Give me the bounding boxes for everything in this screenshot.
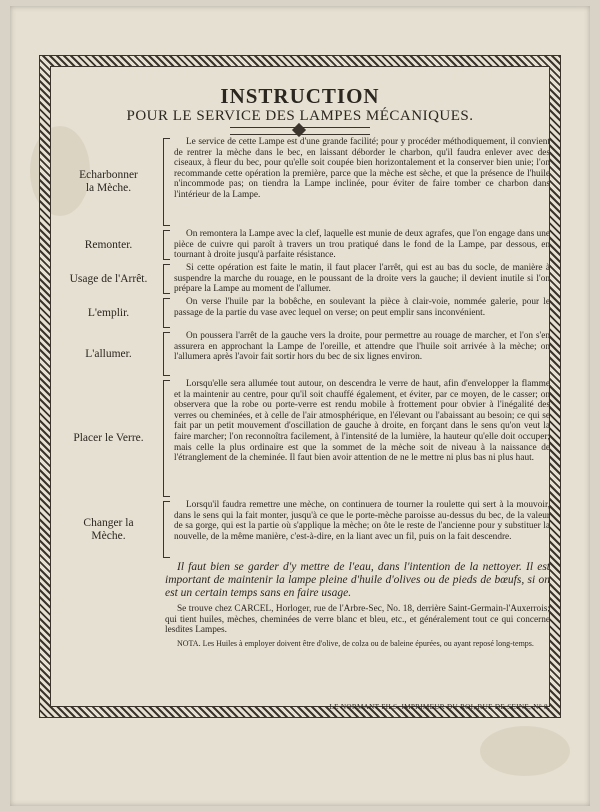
document-title: INSTRUCTION [220, 84, 380, 108]
section-text: On verse l'huile par la bobêche, en soulevant la pièce à clair-voie, nommée galerie, pour le passage de la partie du vase avec lequel on verse; on peut emplir sans inconvénient. [174, 297, 550, 318]
section-label: L'emplir. [87, 306, 130, 319]
paper-stain [480, 726, 570, 776]
section-label: Echarbonner la Mèche. [79, 169, 138, 194]
section-allumer [60, 330, 550, 378]
section-bracket [163, 332, 170, 376]
section-verre [60, 378, 550, 499]
section-label: Placer le Verre. [73, 432, 144, 444]
retailer-note: Se trouve chez CARCEL, Horloger, rue de l'Arbre-Sec, No. 18, derrière Saint-Germain-l'Auxerrois; qui tient huiles, mèches, cheminées de verre blanc et bleu, etc., et généralement tout ce qui concerne lesdites Lampes. [165, 604, 550, 636]
ornamental-separator [230, 127, 370, 135]
section-echarbonner [60, 136, 550, 228]
section-remonter [60, 228, 550, 262]
section-label: Usage de l'Arrêt. [69, 272, 148, 285]
section-text: On remontera la Lampe avec la clef, laquelle est munie de deux agrafes, que l'on engage dans une pièce de cuivre qui paroît à travers un trou pratiqué dans le fond de la Lampe, par dessous, en tournant à droite jusqu'à parfaite résistance. [174, 229, 550, 261]
warning-note: Il faut bien se garder d'y mettre de l'eau, dans l'intention de la nettoyer. Il est important de maintenir la lampe pleine d'huile d'olives ou de pieds de bœufs, si on est un certain temps sans en faire usage. [165, 561, 550, 599]
section-label: Remonter. [84, 238, 133, 251]
footer-notes [165, 561, 550, 648]
section-bracket [163, 298, 170, 328]
instruction-sections [60, 136, 550, 560]
oil-note: NOTA. Les Huiles à employer doivent être d'olive, de colza ou de baleine épurées, ou ayant reposé long-temps. [177, 638, 534, 648]
section-bracket [163, 501, 170, 558]
section-text: Si cette opération est faite le matin, il faut placer l'arrêt, qui est au bas du socle, de manière à suspendre la marche du rouage, en le poussant de la droite vers la gauche; il devient inutile si l'on prépare la Lampe au moment de l'allumer. [174, 263, 550, 295]
section-text: Lorsqu'elle sera allumée tout autour, on descendra le verre de haut, afin d'envelopper la flamme et la maintenir au centre, pour qu'il soit chauffé également, et éviter, par ce moyen, de le casser; on observera que la robe ou porte-verre est rendu mobile à frottement pour obvier à l'inégalité des verres ou cheminées, et à celle de l'air atmosphérique, en l'élevant ou l'abaissant au besoin; ce qui se fait par un petit mouvement d'oscillation de gauche à droite, en forçant dans le sens qu'on veut la faire marcher; l'on reconnoîtra facilement, à l'intensité de la lumière, la hauteur qu'elle doit occuper; mais celle la plus ordinaire est que la sommet de la mèche soit de niveau à la naissance de l'étranglement de la cheminée. Il faut bien avoir attention de ne le mettre ni plus bas ni plus haut. [174, 379, 550, 464]
section-text: Le service de cette Lampe est d'une grande facilité; pour y procéder méthodiquement, il convient de rentrer la mèche dans le bec, en laissant déborder le charbon, qu'il faudra enlever avec des ciseaux, à fleur du bec, pour qu'elle soit coupée bien horizontalement et la conserver bien unie; l'on recommande cette opération la première, parce que la mèche est sèche, et que la présence de l'huile n'incommode pas; on tiendra la Lampe inclinée, pour éviter de faire tomber ce charbon dans l'intérieur de la Lampe. [174, 137, 550, 200]
section-label: Changer la Mèche. [83, 516, 134, 542]
section-bracket [163, 138, 170, 226]
section-arret [60, 262, 550, 296]
section-bracket [163, 264, 170, 294]
section-emplir [60, 296, 550, 330]
section-bracket [163, 380, 170, 497]
section-label: L'allumer. [85, 347, 132, 360]
section-text: Lorsqu'il faudra remettre une mèche, on continuera de tourner la roulette qui sert à la mouvoir, dans le sens qui la fait monter, jusqu'à ce que le porte-mèche paroisse au-dessus du bec, de la valeur de sa gorge, qui est la partie où s'applique la mèche; on ôte le reste de l'ancienne pour y substituer la nouvelle, de la même manière, c'est-à-dire, en la liant avec un fil, puis on la fait descendre. [174, 500, 550, 542]
section-meche [60, 499, 550, 560]
section-bracket [163, 230, 170, 260]
section-text: On poussera l'arrêt de la gauche vers la droite, pour permettre au rouage de marcher, et l'on s'en assurera en approchant la Lampe de l'oreille, et attendre que l'huile soit arrivée à la mèche; on l'allumera après l'avoir fait sortir hors du bec de six lignes environ. [174, 331, 550, 363]
document-subtitle: POUR LE SERVICE DES LAMPES MÉCANIQUES. [126, 108, 474, 124]
printer-imprint: LE NORMANT FILS, IMPRIMEUR DU ROI, RUE DE SEINE, N° 8. [329, 703, 550, 711]
